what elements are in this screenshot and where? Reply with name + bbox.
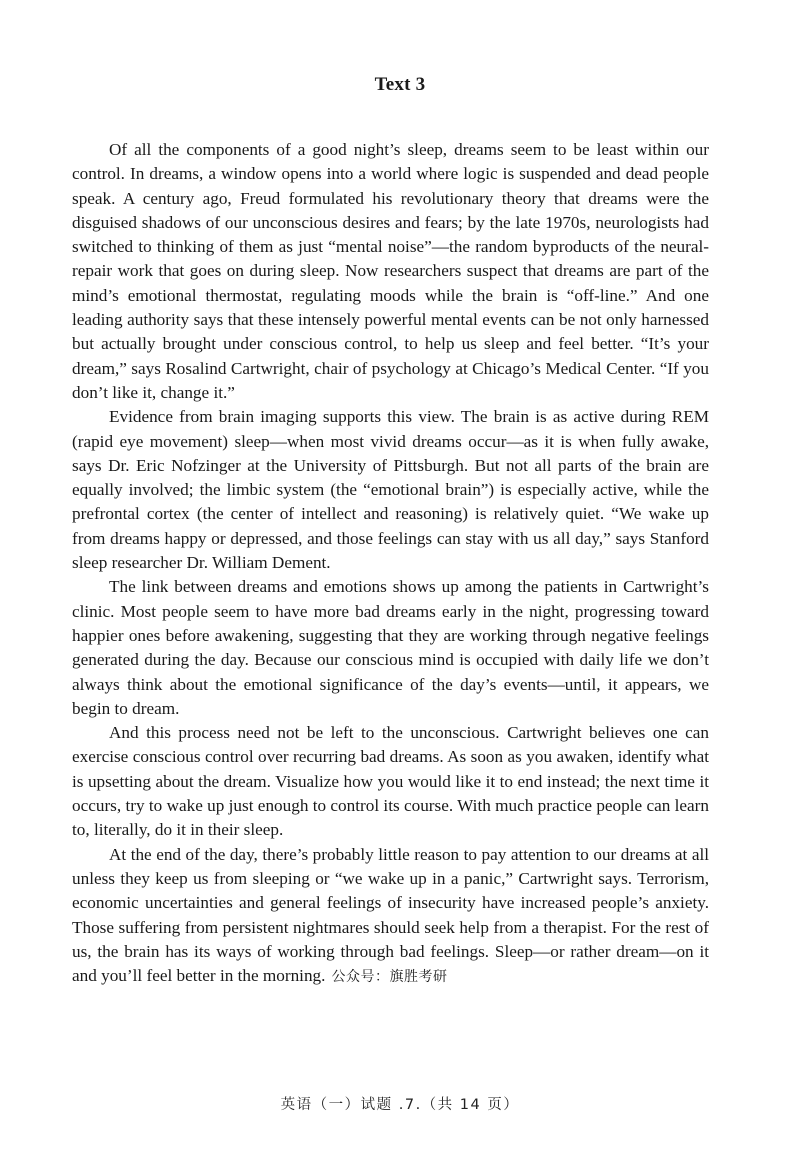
paragraph-4: And this process need not be left to the unconscious. Cartwright believes one can exercise conscious control over recurring bad dreams. As soon as you awaken, identify what is upsetting about the dream. Visualize how you would like it to end instead; the next time it occurs, try to wake up just enough to control its course. With much practice people can learn to, literally, do it in their sleep.: [72, 723, 709, 840]
paragraph-5: [72, 843, 709, 990]
paragraph-5-text: At the end of the day, there’s probably little reason to pay attention to our dreams at all unless they keep us from sleeping or “we wake up in a panic,” Cartwright says. Terrorism, economic uncertainties and general feelings of insecurity have increased people’s anxiety. Those suffering from persistent nightmares should seek help from a therapist. For the rest of us, the brain has its ways of working through bad feelings. Sleep—or rather dream—on it and you’ll feel better in the morning.: [72, 844, 709, 986]
paragraph-3: The link between dreams and emotions shows up among the patients in Cartwright’s clinic. Most people seem to have more bad dreams early in the night, progressing toward happier ones before awakening, suggesting that they are working through negative feelings generated during the day. Because our conscious mind is occupied with daily life we don’t always think about the emotional significance of the day’s events—until, it appears, we begin to dream.: [72, 577, 709, 718]
watermark-text: 公众号：旗胜考研: [331, 969, 448, 986]
paragraph-1: Of all the components of a good night’s sleep, dreams seem to be least within our control. In dreams, a window opens into a world where logic is suspended and dead people speak. A century ago, Freud formulated his revolutionary theory that dreams were the disguised shadows of our unconscious desires and fears; by the late 1970s, neurologists had switched to thinking of them as just “mental noise”—the random byproducts of the neural-repair work that goes on during sleep. Now researchers suspect that dreams are part of the mind’s emotional thermostat, regulating moods while the brain is “off-line.” And one leading authority says that these intensely powerful mental events can be not only harnessed but actually brought under conscious control, to help us sleep and feel better. “It’s your dream,” says Rosalind Cartwright, chair of psychology at Chicago’s Medical Center. “If you don’t like it, change it.”: [72, 140, 709, 402]
page-title: Text 3: [374, 74, 426, 95]
paragraph-2: Evidence from brain imaging supports this view. The brain is as active during REM (rapid eye movement) sleep—when most vivid dreams occur—as it is when fully awake, says Dr. Eric Nofzinger at the University of Pittsburgh. But not all parts of the brain are equally involved; the limbic system (the “emotional brain”) is especially active, while the prefrontal cortex (the center of intellect and reasoning) is relatively quiet. “We wake up from dreams happy or depressed, and those feelings can stay with us all day,” says Stanford sleep researcher Dr. William Dement.: [72, 407, 709, 573]
page-footer: 英语（一）试题 .7.（共 14 页）: [280, 1097, 520, 1113]
passage-body: [72, 138, 709, 989]
